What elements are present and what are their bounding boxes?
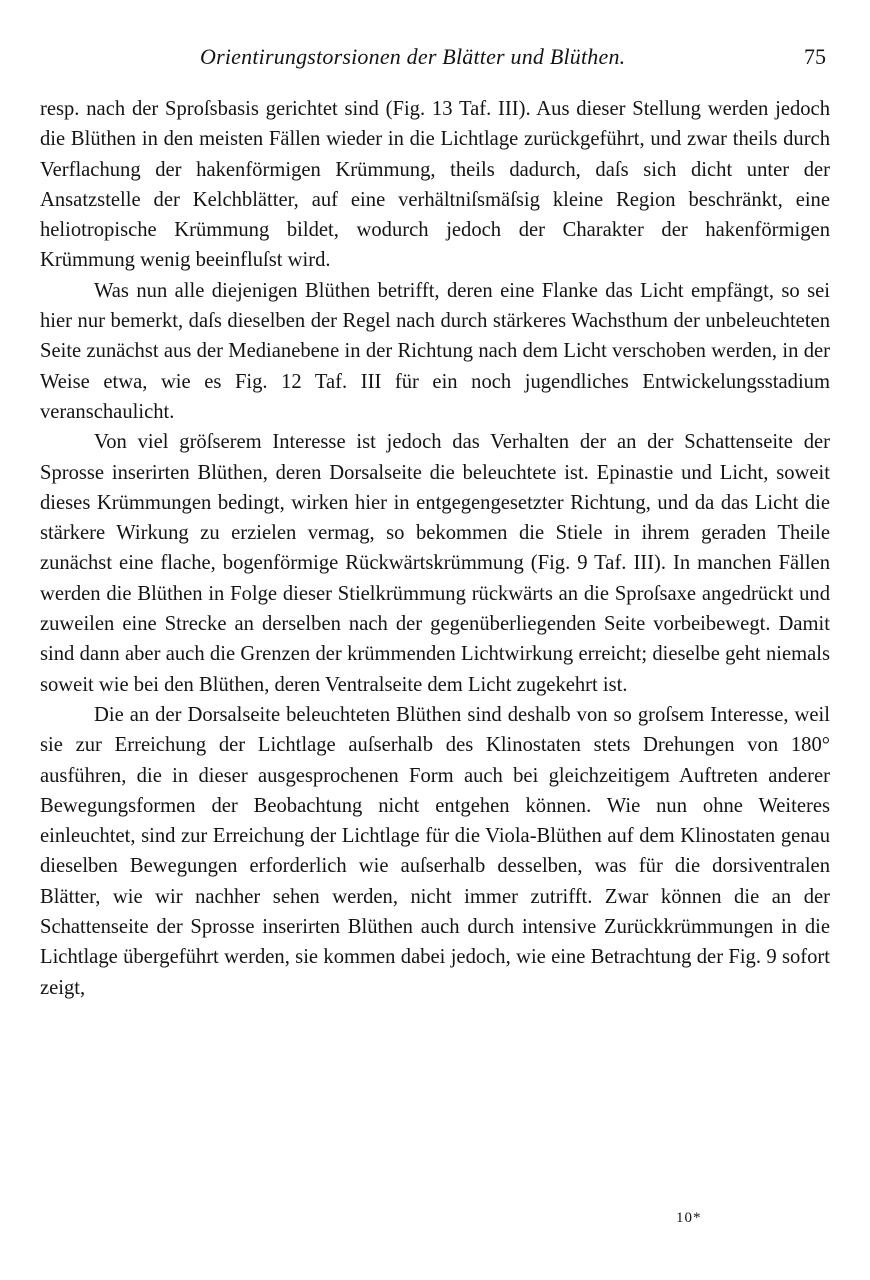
page-number: 75 (804, 44, 826, 69)
paragraph-dorsal-side: Die an der Dorsalseite beleuchteten Blüthen sind deshalb von so groſsem Interesse, weil sie zur Erreichung der Lichtlage auſserhalb des Klinostaten stets Drehungen von 180° ausführen, die in dieser ausgesprochenen Form auch bei gleichzeitigem Auftreten anderer Bewegungsformen der Beobachtung nicht entgehen können. Wie nun ohne Weiteres einleuchtet, sind zur Erreichung der Lichtlage für die Viola-Blüthen auf dem Klinostaten genau dieselben Bewegungen erforderlich wie auſserhalb desselben, was für die dorsiventralen Blätter, wie wir nachher sehen werden, nicht immer zutrifft. Zwar können die an der Schattenseite der Sprosse inserirten Blüthen auch durch intensive Zurückkrümmungen in die Lichtlage übergeführt werden, sie kommen dabei jedoch, wie eine Betrachtung der Fig. 9 sofort zeigt, (40, 703, 830, 999)
paragraph-flank-light: Was nun alle diejenigen Blüthen betrifft, deren eine Flanke das Licht empfängt, so sei hier nur bemerkt, daſs dieselben der Regel nach durch stärkeres Wachsthum der unbeleuchteten Seite zunächst aus der Medianebene in der Richtung nach dem Licht verschoben werden, in der Weise etwa, wie es Fig. 12 Taf. III für ein noch jugendliches Entwickelungsstadium veranschaulicht. (40, 279, 830, 423)
signature-mark: 10* (676, 1210, 702, 1226)
paragraph-shadow-side: Von viel gröſserem Interesse ist jedoch das Verhalten der an der Schattenseite der Sprosse inserirten Blüthen, deren Dorsalseite die beleuchtete ist. Epinastie und Licht, soweit dieses Krümmungen bedingt, wirken hier in entgegengesetzter Richtung, und da das Licht die stärkere Wirkung zu erzielen vermag, so bekommen die Stiele in ihrem geraden Theile zunächst eine flache, bogenförmige Rückwärtskrümmung (Fig. 9 Taf. III). In manchen Fällen werden die Blüthen in Folge dieser Stielkrümmung rückwärts an die Sproſsaxe angedrückt und zuweilen eine Strecke an derselben nach der gegenüberliegenden Seite vorbeibewegt. Damit sind dann aber auch die Grenzen der krümmenden Lichtwirkung erreicht; dieselbe geht niemals soweit wie bei den Blüthen, deren Ventralseite dem Licht zugekehrt ist. (40, 431, 830, 696)
body-text (40, 94, 830, 1003)
running-head (40, 44, 830, 76)
running-title: Orientirungstorsionen der Blätter und Blüthen. (200, 44, 626, 69)
paragraph-continuation: resp. nach der Sproſsbasis gerichtet sind (Fig. 13 Taf. III). Aus dieser Stellung werden jedoch die Blüthen in den meisten Fällen wieder in die Lichtlage zurückgeführt, und zwar theils durch Verflachung der hakenförmigen Krümmung, theils dadurch, daſs sich dicht unter der Ansatzstelle der Kelchblätter, auf eine verhältniſsmäſsig kleine Region beschränkt, eine heliotropische Krümmung bildet, wodurch jedoch der Charakter der hakenförmigen Krümmung wenig beeinfluſst wird. (40, 98, 830, 272)
